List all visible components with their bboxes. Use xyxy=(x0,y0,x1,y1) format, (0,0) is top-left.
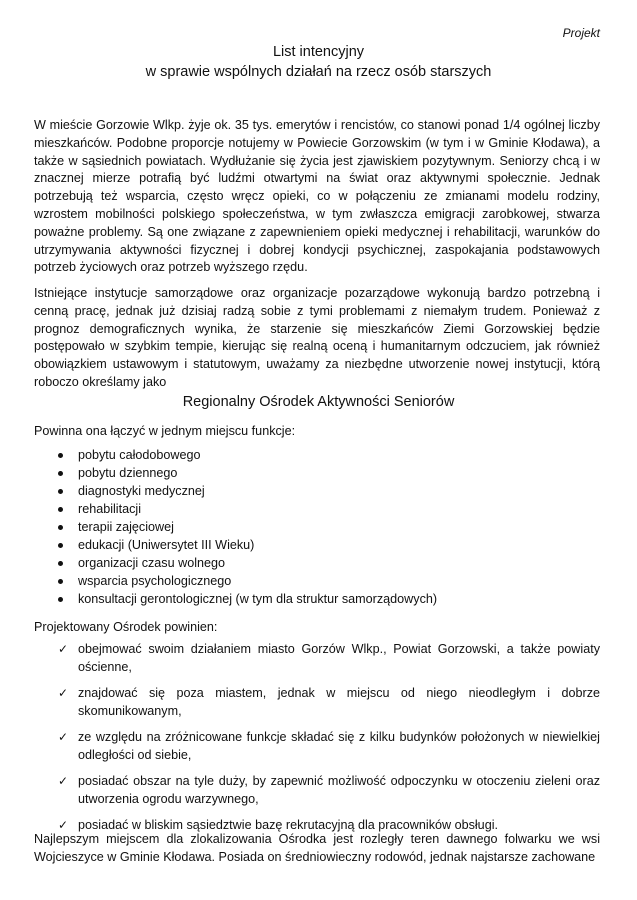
document-title: List intencyjny xyxy=(272,44,365,60)
functions-list xyxy=(58,446,437,608)
checkmark-icon: ✓ xyxy=(58,686,69,700)
list-item xyxy=(58,684,600,720)
list-item-text: obejmować swoim działaniem miasto Gorzów Wlkp., Powiat Gorzowski, a także powiaty ościenne, xyxy=(78,642,600,674)
paragraph-institutions: Istniejące instytucje samorządowe oraz organizacje pozarządowe wykonują bardzo potrzebną i cenną pracę, jednak już dzisiaj radzą sobie z tymi problemami z niemałym trudem. Ponieważ z prognoz demograficznych wynika, że starzenie się mieszkańców Ziemi Gorzowskiej będzie postępowało w szybkim tempie, kierując się realną oceną i humanitarnym odczuciem, jak również obowiązkiem ustawowym i statutowym, uważamy za niezbędne utworzenie nowej instytucji, którą roboczo określamy jako xyxy=(34,286,600,389)
list-item: pobytu dziennego xyxy=(58,464,437,482)
list-item: edukacji (Uniwersytet III Wieku) xyxy=(58,536,437,554)
list-item: terapii zajęciowej xyxy=(58,518,437,536)
list-item-text: posiadać obszar na tyle duży, by zapewnić możliwość odpoczynku w otoczeniu zieleni oraz utworzenia ogrodu warzywnego, xyxy=(78,774,600,806)
list-item xyxy=(58,728,600,764)
list-item-text: znajdować się poza miastem, jednak w miejscu od niego nieodległym i dobrze skomunikowanym, xyxy=(78,686,600,718)
checkmark-icon: ✓ xyxy=(58,774,69,788)
list-item-text: ze względu na zróżnicowane funkcje składać się z kilku budynków położonych w niewielkiej odległości od siebie, xyxy=(78,730,600,762)
section-heading: Regionalny Ośrodek Aktywności Seniorów xyxy=(182,394,455,410)
list-item xyxy=(58,640,600,676)
checkmark-icon: ✓ xyxy=(58,642,69,656)
requirements-list xyxy=(58,640,600,842)
list-item: pobytu całodobowego xyxy=(58,446,437,464)
functions-intro: Powinna ona łączyć w jednym miejscu funkcje: xyxy=(34,424,296,438)
projekt-label: Projekt xyxy=(562,26,600,40)
checkmark-icon: ✓ xyxy=(58,818,69,832)
paragraph-location: Najlepszym miejscem dla zlokalizowania Ośrodka jest rozległy teren dawnego folwarku we wsi Wojcieszyce w Gminie Kłodawa. Posiada on średniowieczny rodowód, jednak najstarsze zachowane xyxy=(34,832,600,864)
list-item xyxy=(58,772,600,808)
list-item: diagnostyki medycznej xyxy=(58,482,437,500)
checkmark-icon: ✓ xyxy=(58,730,69,744)
requirements-intro: Projektowany Ośrodek powinien: xyxy=(34,620,218,634)
list-item: konsultacji gerontologicznej (w tym dla struktur samorządowych) xyxy=(58,590,437,608)
paragraph-intro: W mieście Gorzowie Wlkp. żyje ok. 35 tys. emerytów i rencistów, co stanowi ponad 1/4 ogólnej liczby mieszkańców. Podobne proporcje notujemy w Powiecie Gorzowskim (w tym i w Gminie Kłodawa), a także w sąsiednich powiatach. Wydłużanie się życia jest zjawiskiem pozytywnym. Seniorzy chcą i w znacznej mierze potrafią być ludźmi otwartymi na świat oraz aktywnymi społecznie. Jednak potrzebują też wsparcia, często wręcz opieki, co w połączeniu ze zmianami modelu rodziny, wzrostem mobilności polskiego społeczeństwa, w tym zwłaszcza emigracji zarobkowej, stwarza poważne problemy. Są one związane z zapewnieniem opieki medycznej i rehabilitacji, warunków do utrzymywania aktywności fizycznej i dobrej kondycji psychicznej, zaspokajania podstawowych potrzeb życiowych oraz potrzeb wyższego rzędu. xyxy=(34,118,600,275)
list-item: wsparcia psychologicznego xyxy=(58,572,437,590)
list-item: rehabilitacji xyxy=(58,500,437,518)
document-subtitle: w sprawie wspólnych działań na rzecz osób starszych xyxy=(145,64,492,80)
list-item-text: posiadać w bliskim sąsiedztwie bazę rekrutacyjną dla pracowników obsługi. xyxy=(78,818,498,832)
list-item: organizacji czasu wolnego xyxy=(58,554,437,572)
